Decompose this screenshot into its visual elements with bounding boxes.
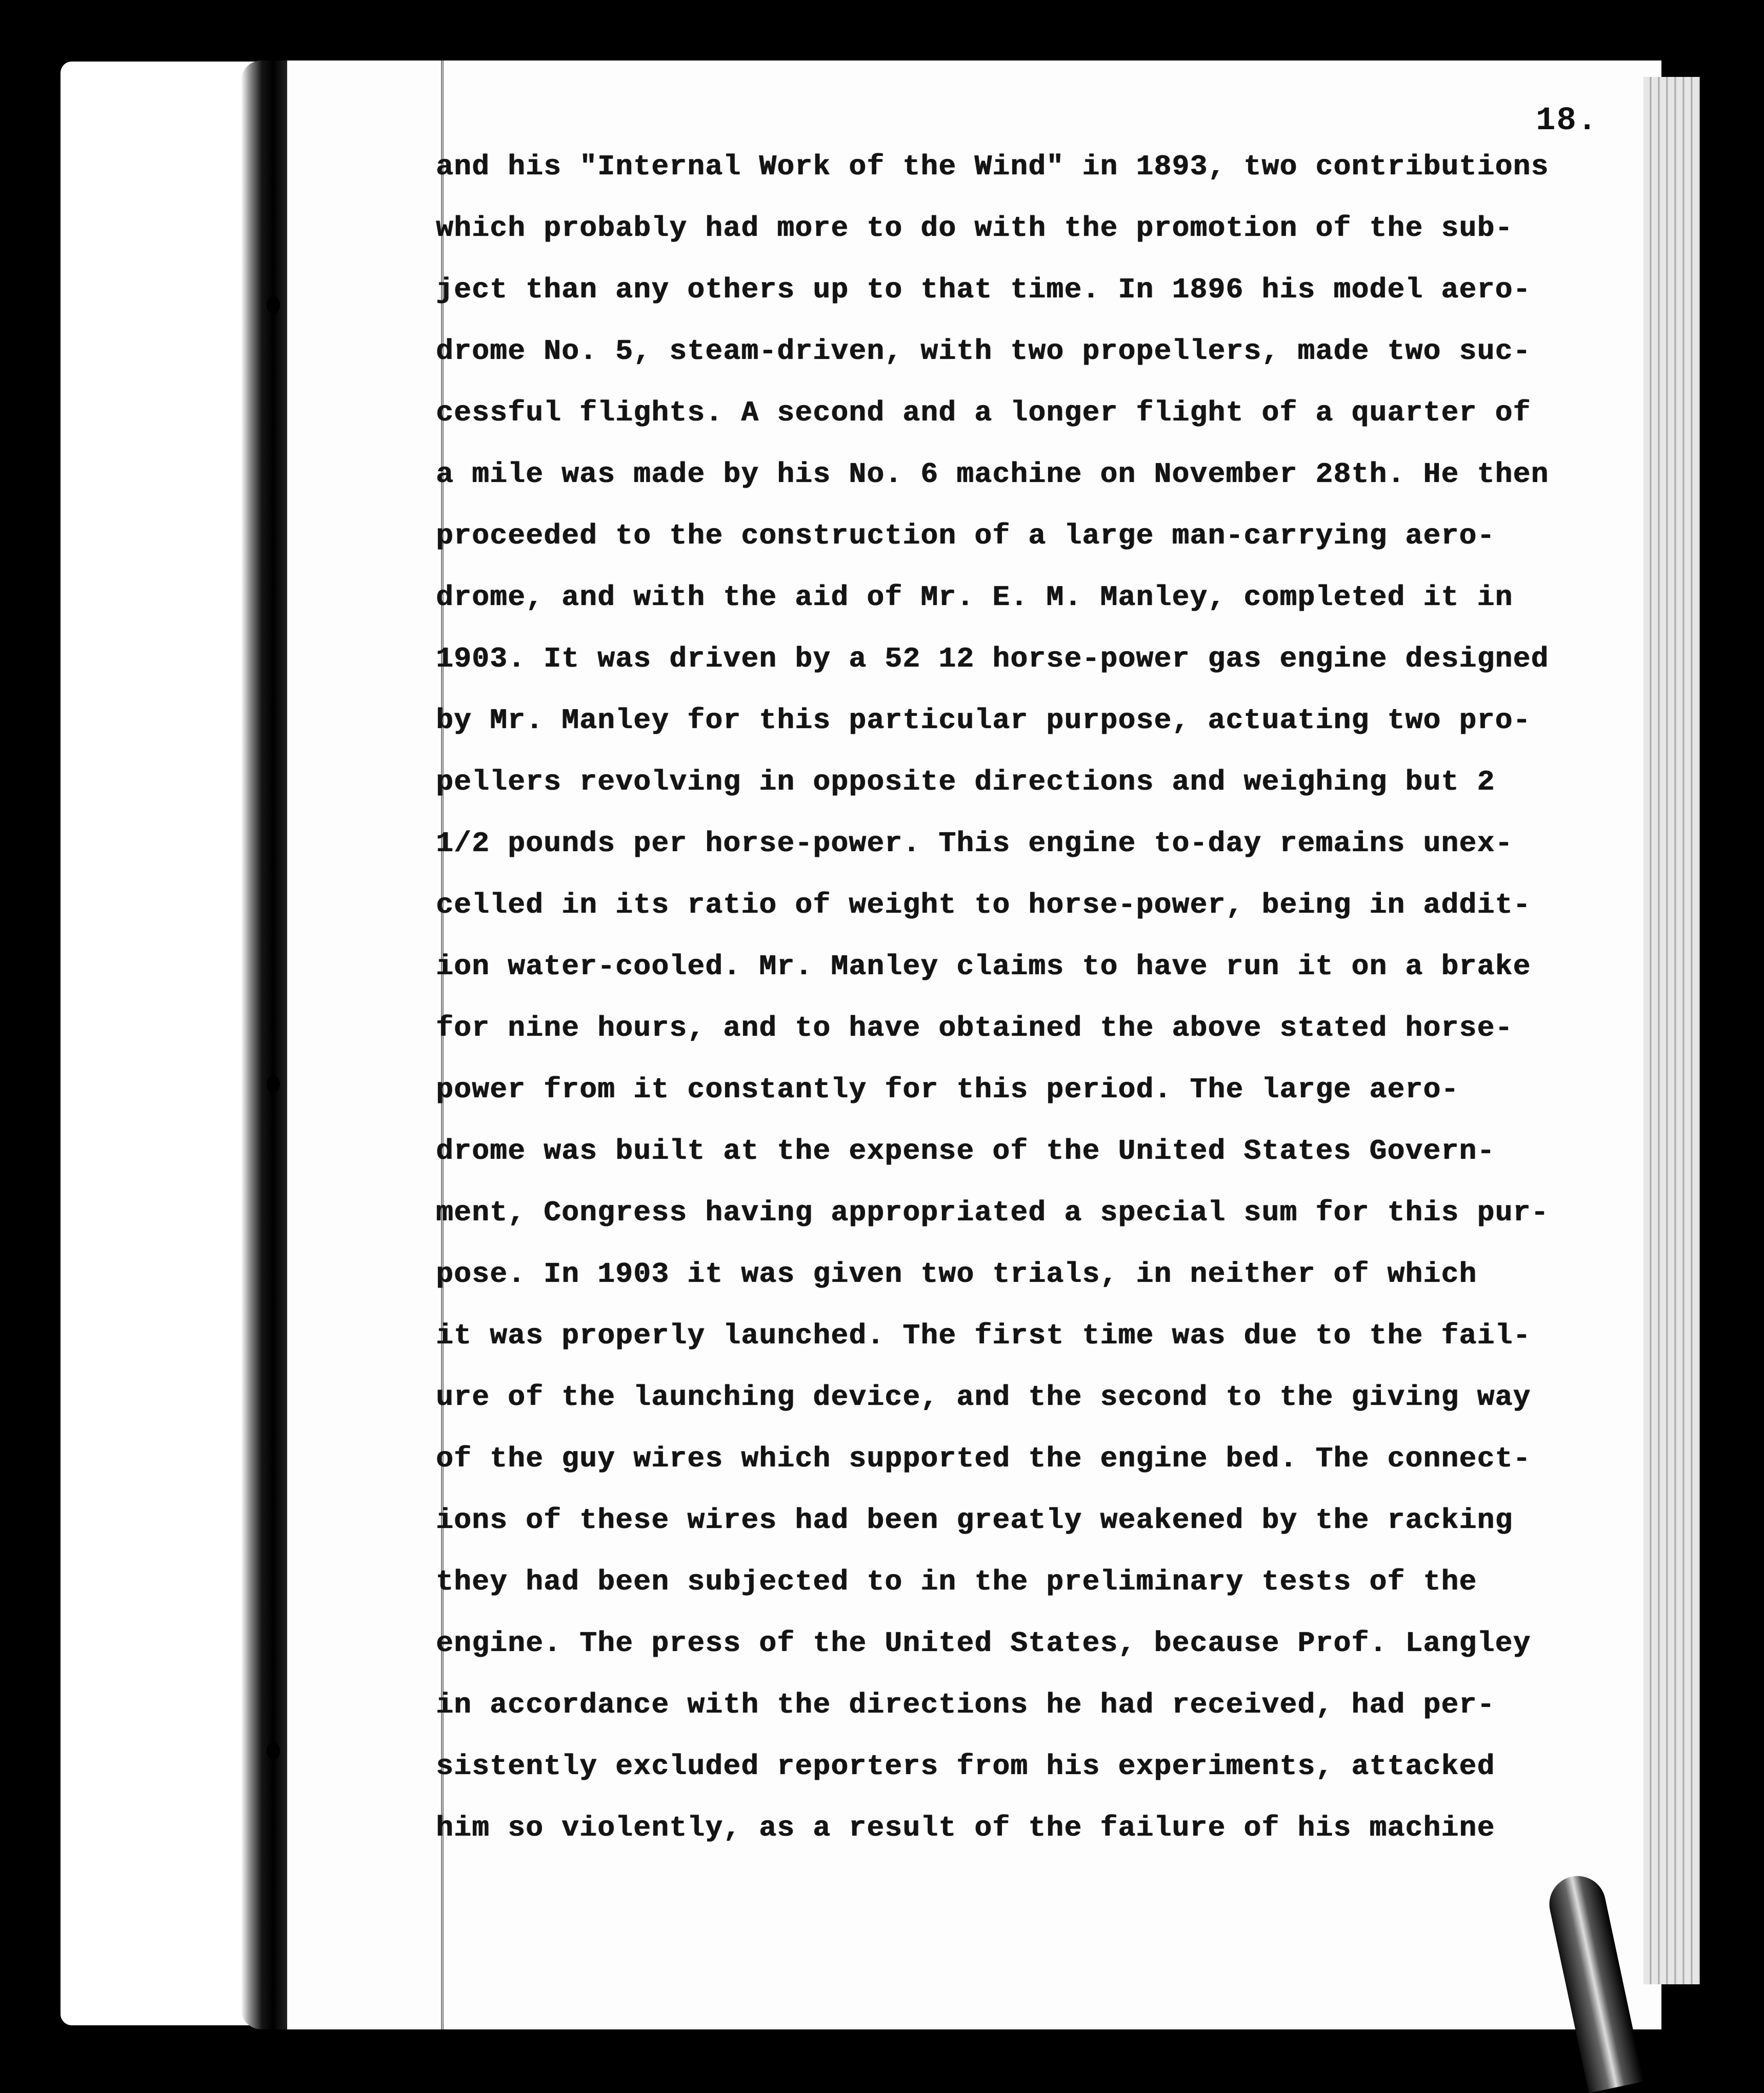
text-line: proceeded to the construction of a large man-carrying aero- [436,519,1495,552]
body-text [436,136,1631,1859]
text-line: him so violently, as a result of the failure of his machine [436,1812,1495,1844]
text-line: pellers revolving in opposite directions and weighing but 2 [436,766,1495,798]
text-line: 1/2 pounds per horse-power. This engine to-day remains unex- [436,827,1513,860]
text-line: sistently excluded reporters from his experiments, attacked [436,1750,1495,1783]
text-line: engine. The press of the United States, because Prof. Langley [436,1627,1531,1660]
text-line: drome was built at the expense of the United States Govern- [436,1135,1495,1168]
text-line: of the guy wires which supported the engine bed. The connect- [436,1442,1531,1475]
text-line: ment, Congress having appropriated a special sum for this pur- [436,1196,1549,1229]
page-number: 18. [1536,103,1598,139]
text-line: they had been subjected to in the preliminary tests of the [436,1565,1477,1598]
text-line: drome, and with the aid of Mr. E. M. Manley, completed it in [436,581,1513,614]
text-line: power from it constantly for this period. The large aero- [436,1073,1459,1106]
text-line: ions of these wires had been greatly weakened by the racking [436,1504,1513,1537]
text-line: ject than any others up to that time. In 1896 his model aero- [436,273,1531,306]
text-line: for nine hours, and to have obtained the above stated horse- [436,1012,1513,1044]
left-blank-page [61,62,255,2025]
text-line: ion water-cooled. Mr. Manley claims to have run it on a brake [436,950,1531,983]
text-line: it was properly launched. The first time was due to the fail- [436,1319,1531,1352]
text-line: 1903. It was driven by a 52 12 horse-power gas engine designed [436,642,1549,675]
text-line: cessful flights. A second and a longer flight of a quarter of [436,396,1531,429]
text-line: which probably had more to do with the promotion of the sub- [436,212,1513,245]
binding-hole [267,1742,280,1760]
text-line: a mile was made by his No. 6 machine on November 28th. He then [436,458,1549,491]
text-line: pose. In 1903 it was given two trials, in neither of which [436,1258,1477,1291]
text-line: ure of the launching device, and the second to the giving way [436,1381,1531,1414]
text-line: drome No. 5, steam-driven, with two propellers, made two suc- [436,335,1531,368]
page-edges [1643,77,1700,1984]
text-line: and his "Internal Work of the Wind" in 1893, two contributions [436,150,1549,183]
binding-hole [267,1076,280,1093]
text-line: celled in its ratio of weight to horse-power, being in addit- [436,889,1531,921]
text-line: by Mr. Manley for this particular purpose, actuating two pro- [436,704,1531,737]
text-line: in accordance with the directions he had received, had per- [436,1688,1495,1721]
binding-hole [267,296,280,314]
book-gutter [241,61,287,2029]
